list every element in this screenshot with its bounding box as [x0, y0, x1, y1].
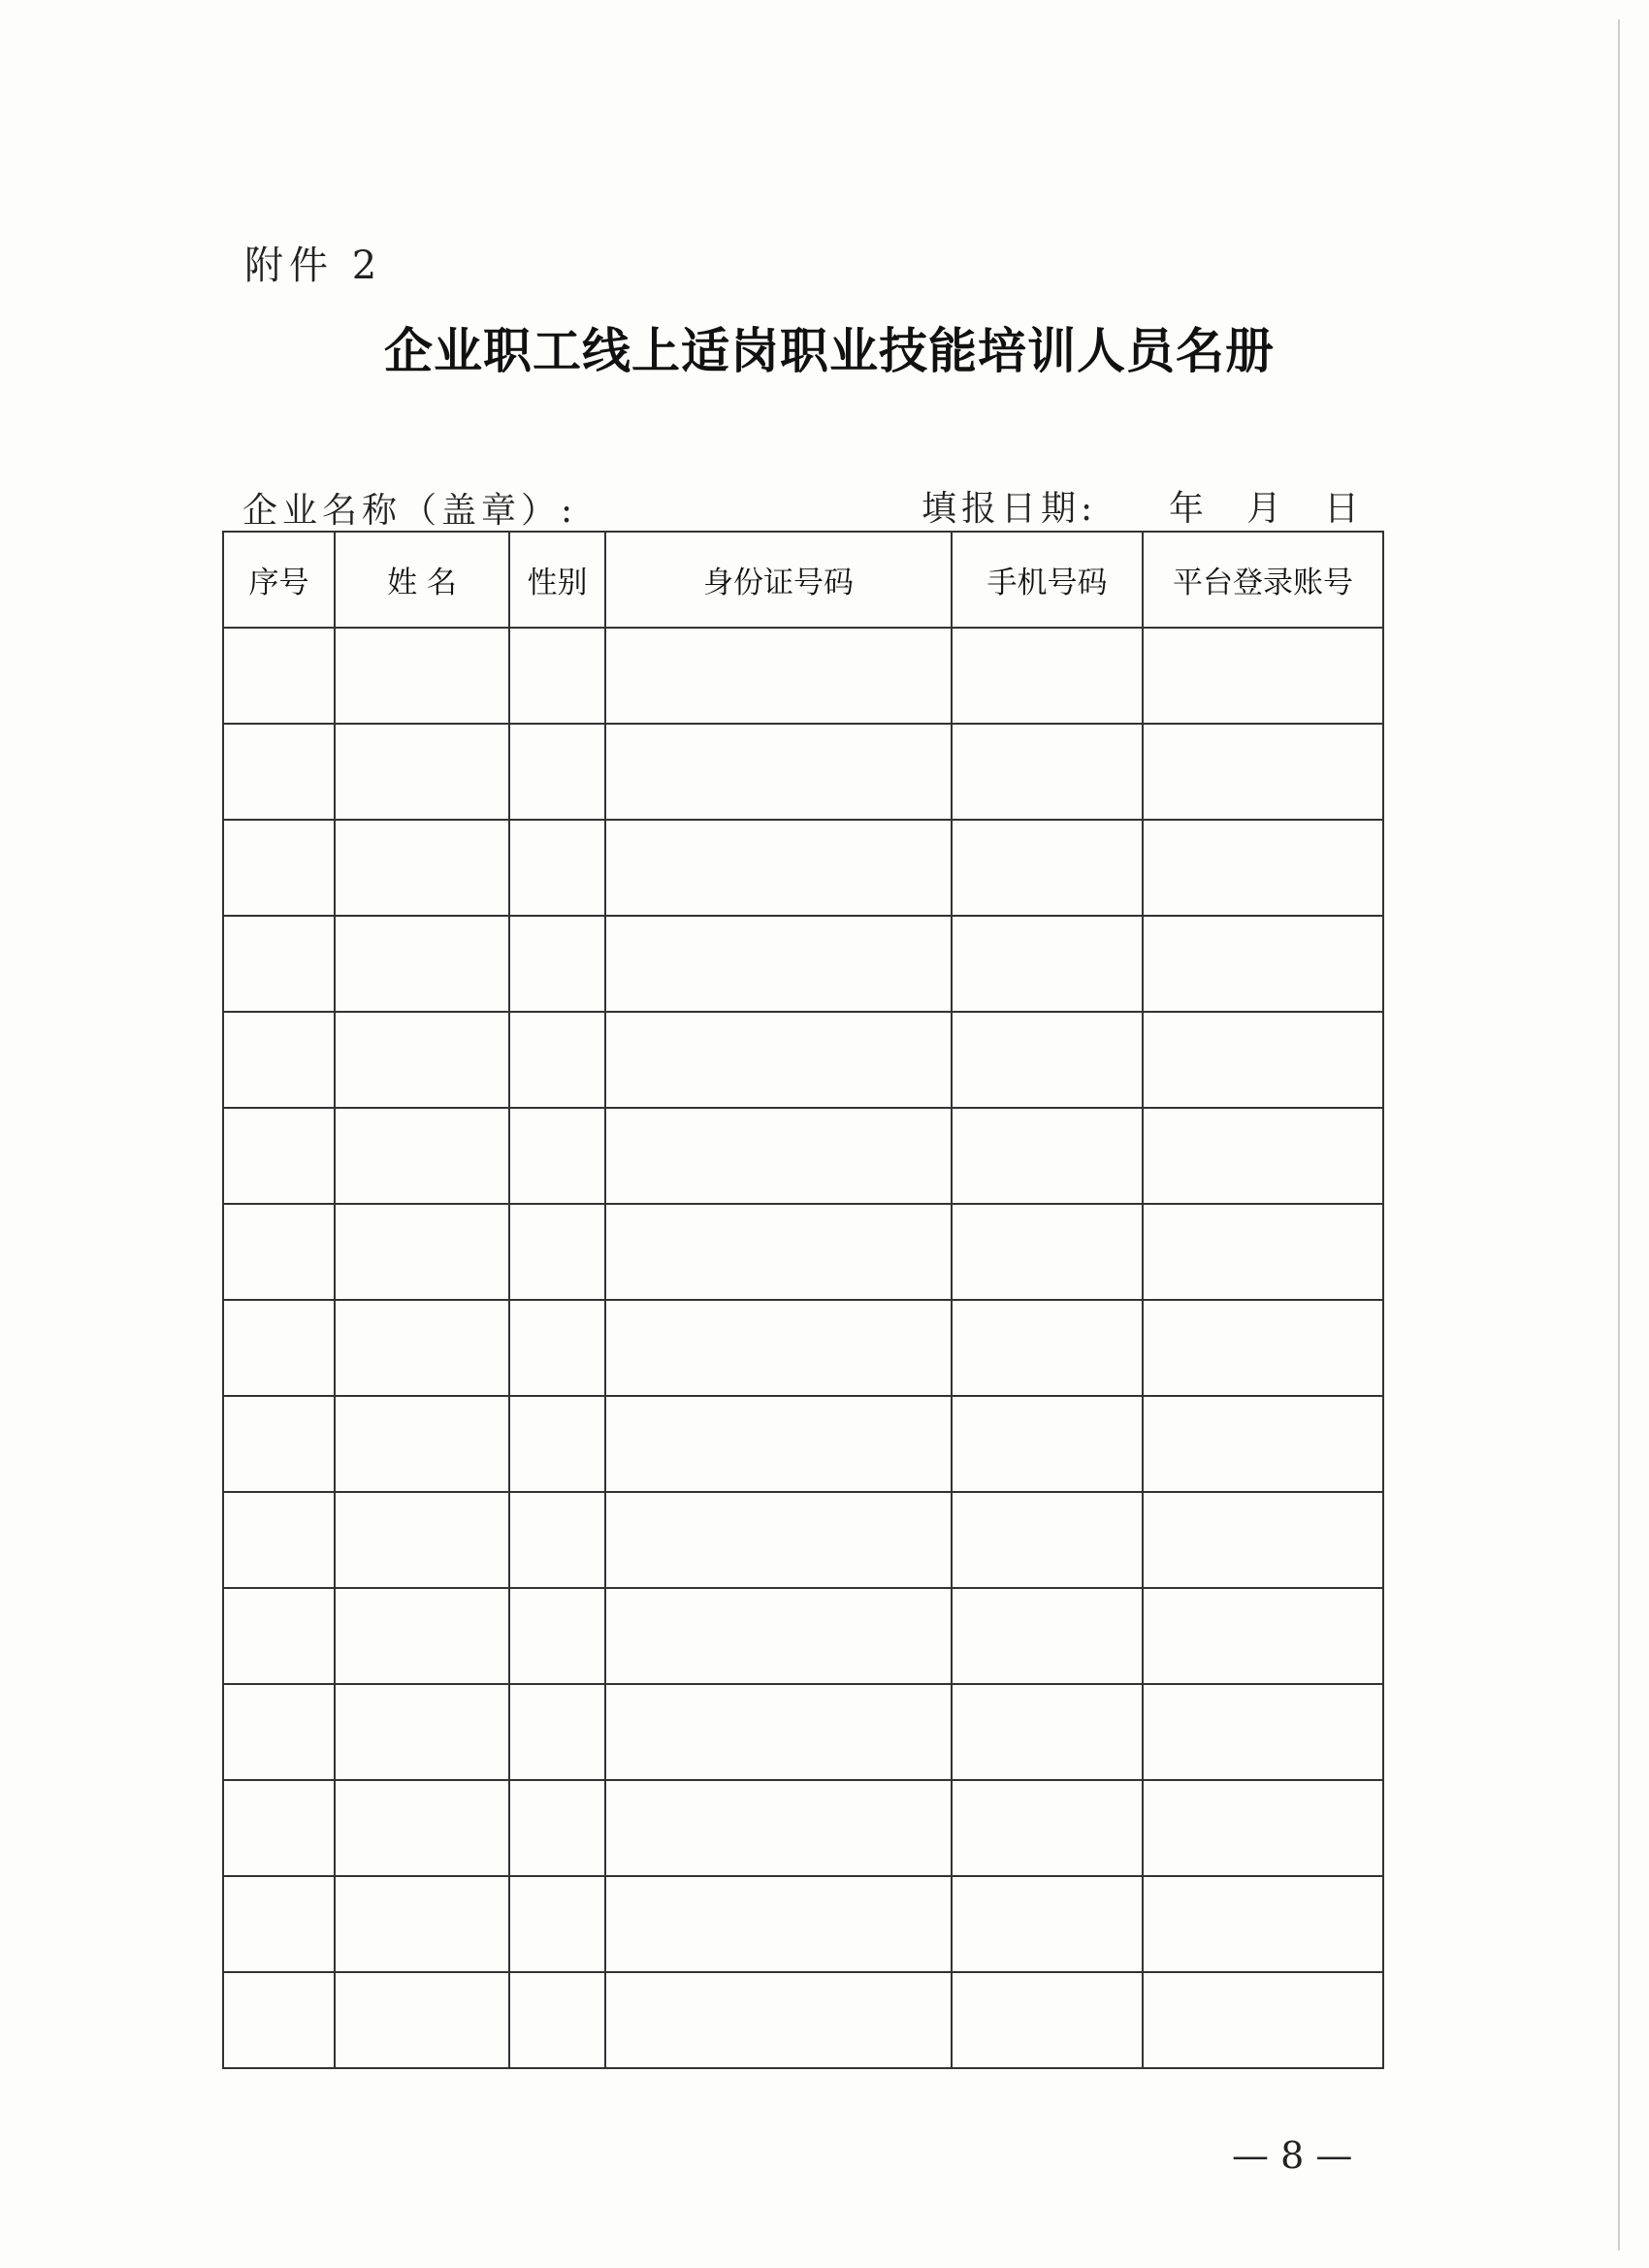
id-number-cell — [605, 1972, 952, 2068]
gender-cell — [509, 1780, 605, 1876]
gender-cell — [509, 628, 605, 724]
gender-cell — [509, 1204, 605, 1300]
table-row — [223, 1972, 1383, 2068]
serial-cell — [223, 724, 335, 820]
phone-cell — [952, 1300, 1143, 1396]
name-cell — [335, 820, 509, 916]
account-cell — [1143, 1972, 1383, 2068]
gender-cell — [509, 1300, 605, 1396]
serial-cell — [223, 1588, 335, 1684]
account-cell — [1143, 724, 1383, 820]
gender-cell — [509, 724, 605, 820]
account-cell — [1143, 1012, 1383, 1108]
id-number-cell — [605, 916, 952, 1012]
table-row — [223, 1780, 1383, 1876]
table-row — [223, 724, 1383, 820]
date-day-label: 日 — [1324, 489, 1360, 529]
id-number-cell — [605, 1492, 952, 1588]
phone-cell — [952, 724, 1143, 820]
table-row — [223, 820, 1383, 916]
table-row — [223, 1204, 1383, 1300]
name-cell — [335, 1588, 509, 1684]
document-title: 企业职工线上适岗职业技能培训人员名册 — [384, 323, 1275, 379]
account-cell — [1143, 1492, 1383, 1588]
id-number-cell — [605, 820, 952, 916]
serial-cell — [223, 628, 335, 724]
gender-cell — [509, 916, 605, 1012]
phone-cell — [952, 1492, 1143, 1588]
table-header-row — [223, 532, 1383, 628]
phone-cell — [952, 1396, 1143, 1492]
serial-cell — [223, 1780, 335, 1876]
account-cell — [1143, 1396, 1383, 1492]
name-cell — [335, 1492, 509, 1588]
phone-cell — [952, 1012, 1143, 1108]
id-number-cell — [605, 724, 952, 820]
account-cell — [1143, 1684, 1383, 1780]
table-row — [223, 1108, 1383, 1204]
name-cell — [335, 628, 509, 724]
table-row — [223, 1300, 1383, 1396]
serial-cell — [223, 916, 335, 1012]
id-number-cell — [605, 1300, 952, 1396]
table-row — [223, 1876, 1383, 1972]
table-row — [223, 1012, 1383, 1108]
header-serial-number: 序号 — [223, 532, 335, 628]
phone-cell — [952, 1972, 1143, 2068]
header-name: 姓 名 — [335, 532, 509, 628]
serial-cell — [223, 1204, 335, 1300]
serial-cell — [223, 1108, 335, 1204]
account-cell — [1143, 1780, 1383, 1876]
account-cell — [1143, 1300, 1383, 1396]
phone-cell — [952, 1876, 1143, 1972]
gender-cell — [509, 1108, 605, 1204]
serial-cell — [223, 1684, 335, 1780]
phone-cell — [952, 916, 1143, 1012]
name-cell — [335, 1396, 509, 1492]
id-number-cell — [605, 1684, 952, 1780]
name-cell — [335, 1780, 509, 1876]
serial-cell — [223, 1972, 335, 2068]
gender-cell — [509, 820, 605, 916]
serial-cell — [223, 1300, 335, 1396]
header-id-number: 身份证号码 — [605, 532, 952, 628]
gender-cell — [509, 1684, 605, 1780]
company-name-label: 企业名称（盖章）: — [242, 491, 578, 531]
gender-cell — [509, 1588, 605, 1684]
table-row — [223, 1492, 1383, 1588]
phone-cell — [952, 628, 1143, 724]
name-cell — [335, 1684, 509, 1780]
gender-cell — [509, 1876, 605, 1972]
account-cell — [1143, 1588, 1383, 1684]
name-cell — [335, 916, 509, 1012]
table-row — [223, 628, 1383, 724]
attachment-label: 附件 2 — [244, 243, 383, 288]
date-year-label: 年 — [1169, 489, 1205, 529]
gender-cell — [509, 1972, 605, 2068]
serial-cell — [223, 1876, 335, 1972]
table-body — [223, 628, 1383, 2068]
account-cell — [1143, 1108, 1383, 1204]
serial-cell — [223, 1012, 335, 1108]
trainee-roster-table — [222, 531, 1384, 2069]
id-number-cell — [605, 1780, 952, 1876]
serial-cell — [223, 1396, 335, 1492]
phone-cell — [952, 1780, 1143, 1876]
fill-date-label: 填报日期: — [922, 489, 1098, 529]
page-number: — 8 — — [1232, 2134, 1353, 2177]
account-cell — [1143, 628, 1383, 724]
id-number-cell — [605, 1204, 952, 1300]
phone-cell — [952, 820, 1143, 916]
phone-cell — [952, 1108, 1143, 1204]
table-row — [223, 916, 1383, 1012]
date-month-label: 月 — [1246, 489, 1282, 529]
account-cell — [1143, 1204, 1383, 1300]
id-number-cell — [605, 1012, 952, 1108]
id-number-cell — [605, 1588, 952, 1684]
gender-cell — [509, 1012, 605, 1108]
table-row — [223, 1396, 1383, 1492]
phone-cell — [952, 1204, 1143, 1300]
serial-cell — [223, 1492, 335, 1588]
serial-cell — [223, 820, 335, 916]
header-phone-number: 手机号码 — [952, 532, 1143, 628]
name-cell — [335, 1300, 509, 1396]
name-cell — [335, 1108, 509, 1204]
name-cell — [335, 724, 509, 820]
phone-cell — [952, 1588, 1143, 1684]
name-cell — [335, 1876, 509, 1972]
header-gender: 性别 — [509, 532, 605, 628]
name-cell — [335, 1012, 509, 1108]
table-row — [223, 1684, 1383, 1780]
gender-cell — [509, 1492, 605, 1588]
header-platform-account: 平台登录账号 — [1143, 532, 1383, 628]
id-number-cell — [605, 1876, 952, 1972]
name-cell — [335, 1204, 509, 1300]
account-cell — [1143, 1876, 1383, 1972]
gender-cell — [509, 1396, 605, 1492]
account-cell — [1143, 820, 1383, 916]
name-cell — [335, 1972, 509, 2068]
phone-cell — [952, 1684, 1143, 1780]
id-number-cell — [605, 628, 952, 724]
account-cell — [1143, 916, 1383, 1012]
table-row — [223, 1588, 1383, 1684]
id-number-cell — [605, 1108, 952, 1204]
id-number-cell — [605, 1396, 952, 1492]
